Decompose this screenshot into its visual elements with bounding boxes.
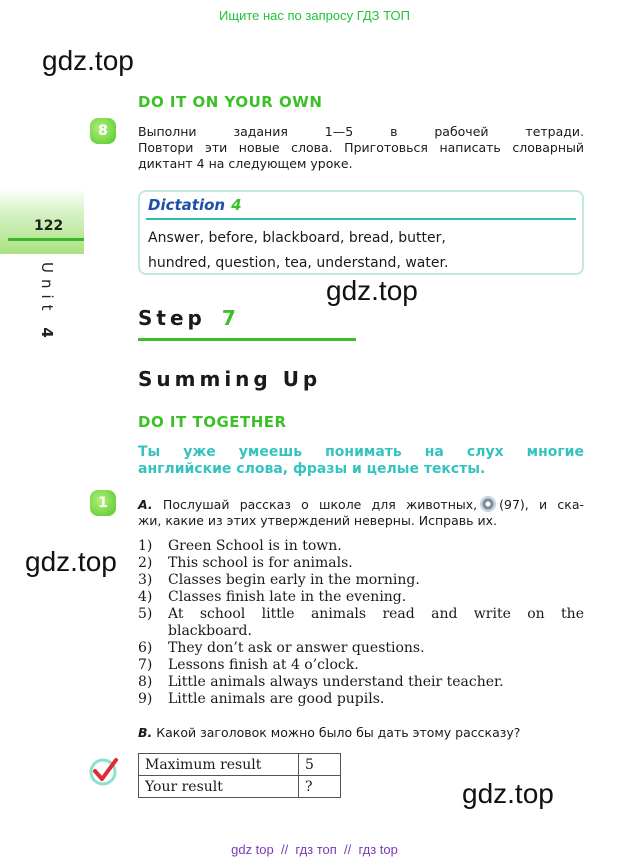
page-number: 122 — [34, 218, 64, 234]
list-item: 1) Green School is in town. — [138, 538, 342, 554]
dictation-line: Answer, before, blackboard, bread, butter, — [148, 230, 446, 246]
task-b-text: Какой заголовок можно было бы дать этому рассказу? — [156, 725, 521, 740]
table-row — [139, 776, 341, 798]
task-b — [138, 725, 520, 740]
side-tab-divider — [8, 238, 84, 241]
section-heading-together: DO IT TOGETHER — [138, 413, 287, 431]
list-item: 3) Classes begin early in the morning. — [138, 572, 420, 588]
dictation-line: hundred, question, tea, understand, water. — [148, 255, 449, 271]
lesson-title: Summing Up — [138, 367, 322, 391]
task-a-text: (97), и ска- — [499, 497, 584, 512]
check-icon — [89, 756, 119, 786]
result-table — [138, 753, 341, 798]
audio-cd-icon[interactable] — [480, 496, 496, 512]
dictation-words — [148, 226, 578, 276]
watermark: gdz.top — [326, 275, 418, 306]
table-cell: Your result — [139, 776, 299, 798]
exercise-badge-8: 8 — [90, 118, 116, 144]
task-a-line: жи, какие из этих утверждений неверны. Исправь их. — [138, 513, 497, 528]
dictation-divider — [146, 218, 576, 220]
list-item: 5) At school little animals read and write on the — [138, 606, 584, 622]
unit-label — [38, 262, 56, 344]
step-title — [138, 306, 240, 330]
task-a — [138, 496, 584, 529]
task-a-text: Послушай рассказ о школе для животных, — [162, 497, 478, 512]
instruction-line: диктант 4 на следующем уроке. — [138, 156, 353, 171]
list-item: 2) This school is for animals. — [138, 555, 353, 571]
step-label: Step — [138, 306, 206, 330]
task-a-letter: A. — [138, 497, 153, 512]
top-banner: Ищите нас по запросу ГДЗ ТОП — [219, 8, 410, 23]
footer-watermark: gdz top // гдз топ // гдз top — [231, 842, 398, 857]
list-item: 7) Lessons finish at 4 o’clock. — [138, 657, 359, 673]
step-underline — [138, 338, 356, 341]
homework-instructions — [138, 124, 584, 172]
instruction-line: Повтори эти новые слова. Приготовься написать словарный — [138, 140, 584, 155]
dictation-label: Dictation — [148, 196, 226, 214]
dictation-title — [148, 196, 242, 214]
instruction-line: Выполни задания 1—5 в рабочей тетради. — [138, 124, 584, 139]
list-item: 6) They don’t ask or answer questions. — [138, 640, 425, 656]
unit-word: Unit — [38, 262, 56, 317]
list-item: 4) Classes finish late in the evening. — [138, 589, 407, 605]
section-heading-own: DO IT ON YOUR OWN — [138, 93, 323, 111]
list-item-continuation: blackboard. — [168, 623, 252, 639]
exercise-badge-1: 1 — [90, 490, 116, 516]
table-cell: ? — [299, 776, 341, 798]
table-cell: Maximum result — [139, 754, 299, 776]
watermark: gdz.top — [42, 45, 134, 76]
intro-line: Ты уже умеешь понимать на слух многие — [138, 444, 584, 460]
intro-line: английские слова, фразы и целые тексты. — [138, 461, 486, 477]
list-item: 9) Little animals are good pupils. — [138, 691, 385, 707]
task-a-line — [138, 496, 584, 513]
table-cell: 5 — [299, 754, 341, 776]
step-number: 7 — [221, 306, 240, 330]
table-row — [139, 754, 341, 776]
watermark: gdz.top — [25, 546, 117, 577]
list-item: 8) Little animals always understand their teacher. — [138, 674, 504, 690]
unit-number: 4 — [38, 327, 56, 344]
task-b-letter: B. — [138, 725, 153, 740]
statements-list — [138, 538, 584, 708]
watermark: gdz.top — [462, 778, 554, 809]
intro-text — [138, 444, 584, 478]
dictation-number: 4 — [231, 196, 242, 214]
